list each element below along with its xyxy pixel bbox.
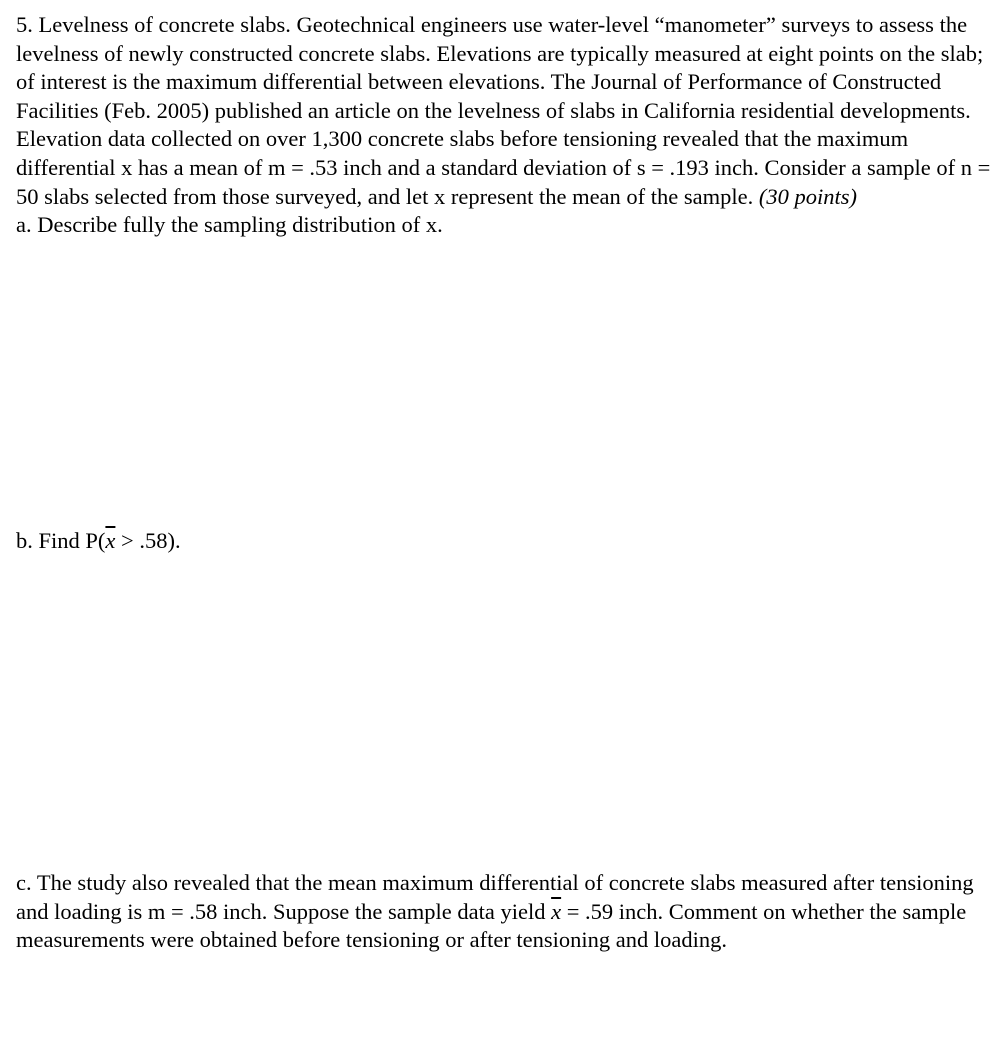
x-bar-symbol: $\overline{x}$ [551, 898, 562, 924]
part-b [16, 527, 991, 556]
part-c-text-after: = .59 inch. Comment on whether the sample measurements were obtained before tensioning or after tensioning and loading. [16, 898, 967, 953]
part-c-text [16, 869, 991, 955]
part-a-text: a. Describe fully the sampling distribution of x. [16, 212, 443, 238]
question-intro-body: 5. Levelness of concrete slabs. Geotechnical engineers use water-level “manometer” surveys to assess the levelness of newly constructed concrete slabs. Elevations are typically measured at eight points on the slab; of interest is the maximum differential between elevations. The Journal of Performance of Constructed Facilities (Feb. 2005) published an article on the levelness of slabs in California residential developments. Elevation data collected on over 1,300 concrete slabs before tensioning revealed that the maximum differential x has a mean of m = .53 inch and a standard deviation of s = .193 inch. Consider a sample of n = 50 slabs selected from those surveyed, and let x represent the mean of the sample. [16, 12, 991, 209]
question-intro-text [16, 11, 991, 211]
x-bar-symbol: $\overline{x}$ [105, 528, 116, 553]
points-label: (30 points) [758, 183, 858, 209]
question-5 [16, 11, 991, 240]
part-b-suffix: > .58). [115, 528, 181, 553]
part-b-prefix: b. Find P( [16, 528, 106, 553]
part-c-text-before: c. The study also revealed that the mean maximum differential of concrete slabs measured after tensioning and loading is m = .58 inch. Suppose the sample data yield [16, 870, 974, 924]
part-c [16, 869, 991, 955]
part-b-text [16, 527, 991, 556]
